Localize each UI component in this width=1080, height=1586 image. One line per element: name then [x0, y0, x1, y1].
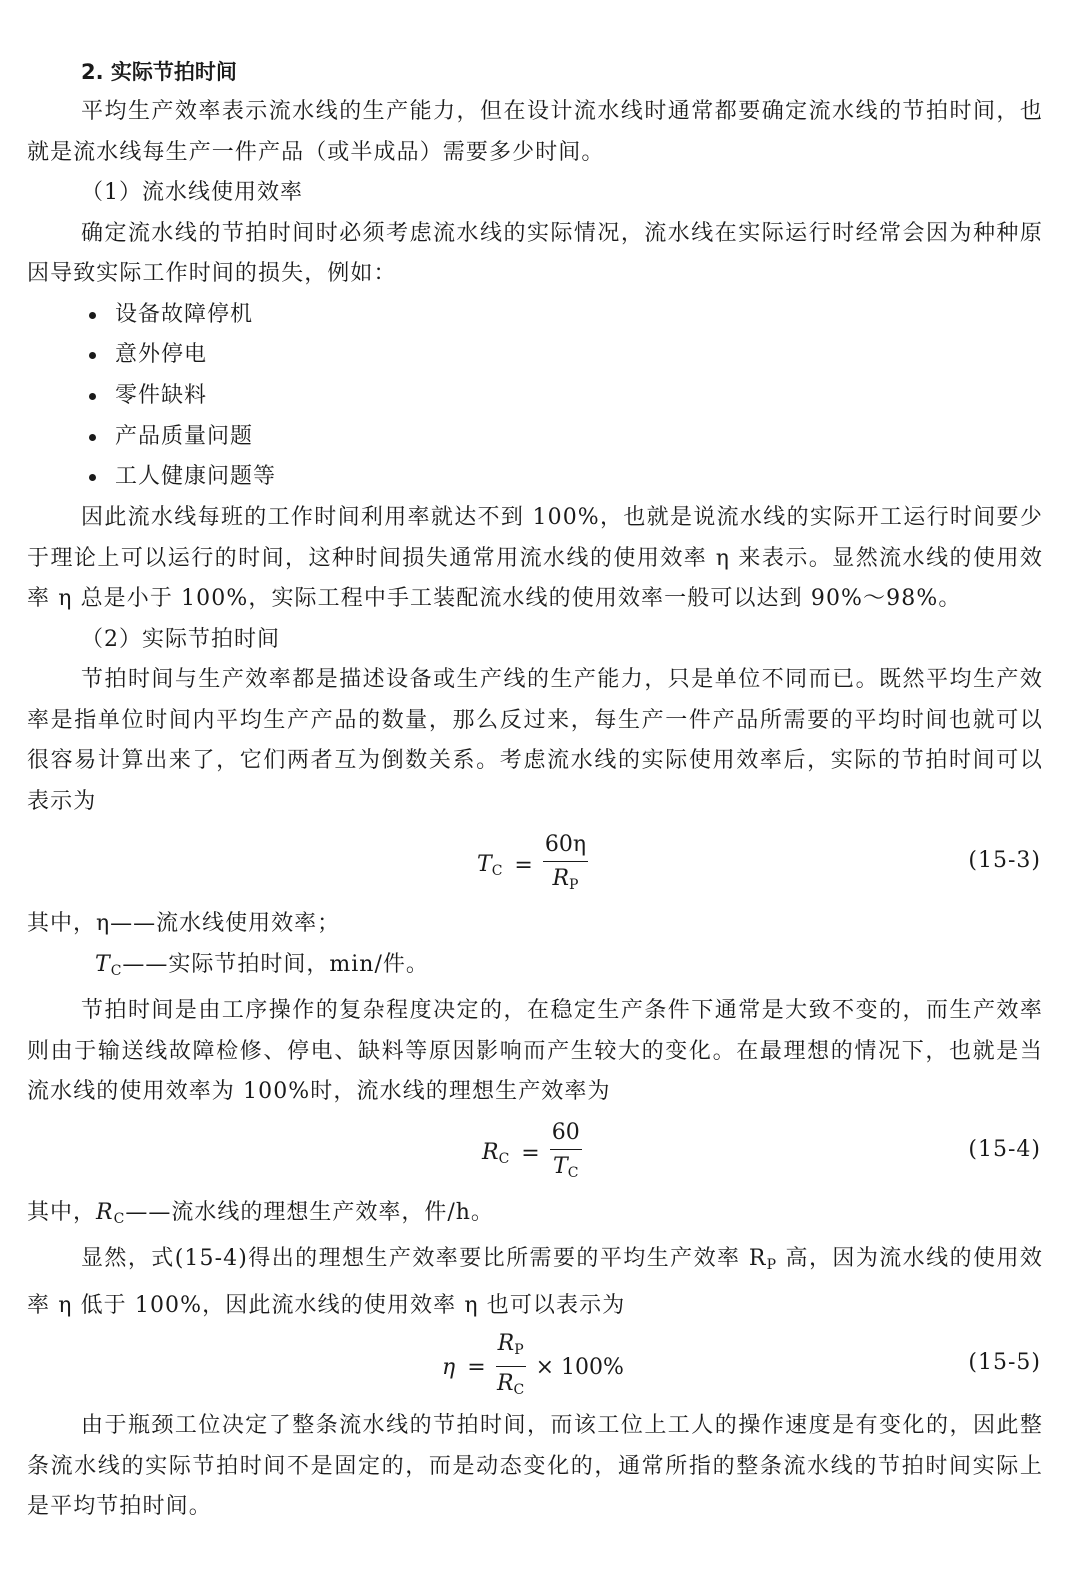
eq-fraction: $\frac{60}{T_C}$ [551, 1120, 580, 1182]
list-item: 零件缺料 [27, 376, 1043, 417]
eq-lhs: $R_C$ [482, 1140, 510, 1168]
bullet-icon [89, 434, 96, 441]
bullet-icon [89, 393, 96, 400]
section-heading: 2. 实际节拍时间 [81, 60, 237, 84]
paragraph-losses: 确定流水线的节拍时间时必须考虑流水线的实际情况，流水线在实际运行时经常会因为种种原因导致实际工作时间的损失，例如： [27, 220, 1043, 286]
paragraph-cycle-time: 节拍时间与生产效率都是描述设备或生产线的生产能力，只是单位不同而已。既然平均生产效率是指单位时间内平均生产产品的数量，那么反过来，每生产一件产品所需要的平均时间也就可以很容易计算出来了，它们两者互为倒数关系。考虑流水线的实际使用效率后，实际的节拍时间可以表示为 [27, 667, 1043, 814]
paragraph-ideal-rate: 节拍时间是由工序操作的复杂程度决定的，在稳定生产条件下通常是大致不变的，而生产效率则由于输送线故障检修、停电、缺料等原因影响而产生较大的变化。在最理想的情况下，也就是当流水线的使用效率为 100%时，流水线的理想生产效率为 [27, 998, 1043, 1105]
paragraph-bottleneck: 由于瓶颈工位决定了整条流水线的节拍时间，而该工位上工人的操作速度是有变化的，因此整条流水线的实际节拍时间不是固定的，而是动态变化的，通常所指的整条流水线的节拍时间实际上是平均节拍时间。 [27, 1413, 1043, 1520]
eq-lhs: η [442, 1354, 456, 1380]
list-item: 意外停电 [27, 335, 1043, 376]
equation-number: (15-4) [968, 1136, 1041, 1162]
page-content [27, 52, 1043, 1528]
subheading-actual-cycle-time: （2）实际节拍时间 [81, 626, 280, 652]
eq-fraction: $\frac{60\eta}{R_P}$ [544, 831, 587, 893]
definition-tc: $T_C——$实际节拍时间，min/件。 [95, 951, 429, 979]
paragraph-eta-formula: 显然，式(15-4)得出的理想生产效率要比所需要的平均生产效率 $R_P$ 高，因为流水线的使用效率 η 低于 100%，因此流水线的使用效率 η 也可以表示为 [27, 1246, 1043, 1318]
list-item: 工人健康问题等 [27, 457, 1043, 498]
paragraph-efficiency: 因此流水线每班的工作时间利用率就达不到 100%，也就是说流水线的实际开工运行时间要少于理论上可以运行的时间，这种时间损失通常用流水线的使用效率 η 来表示。显然流水线的使用效率 η 总是小于 100%，实际工程中手工装配流水线的使用效率一般可以达到 90%～98%。 [27, 505, 1043, 612]
list-item: 设备故障停机 [27, 295, 1043, 336]
bullet-list [27, 295, 1043, 499]
eq-lhs: $T_C$ [477, 851, 503, 879]
equation-number: (15-3) [968, 848, 1041, 874]
subheading-usage-efficiency: （1）流水线使用效率 [81, 180, 303, 205]
definition-eta: 其中，η——流水线使用效率； [27, 911, 341, 937]
paragraph-intro: 平均生产效率表示流水线的生产能力，但在设计流水线时通常都要确定流水线的节拍时间，也就是流水线每生产一件产品（或半成品）需要多少时间。 [27, 99, 1043, 165]
definition-rc: 其中，$R_C——$流水线的理想生产效率，件/h。 [27, 1199, 494, 1227]
equation-15-5: η = $\frac{R_P}{R_C}$ × 100% (15-5) [27, 1328, 1043, 1406]
equation-15-3: $T_C$ = $\frac{60\eta}{R_P}$ (15-3) [27, 826, 1043, 904]
eq-fraction: $\frac{R_P}{R_C}$ [496, 1330, 525, 1398]
list-item: 产品质量问题 [27, 417, 1043, 458]
equation-number: (15-5) [968, 1350, 1041, 1376]
equation-15-4: $R_C$ = $\frac{60}{T_C}$ (15-4) [27, 1115, 1043, 1193]
bullet-icon [89, 312, 96, 319]
